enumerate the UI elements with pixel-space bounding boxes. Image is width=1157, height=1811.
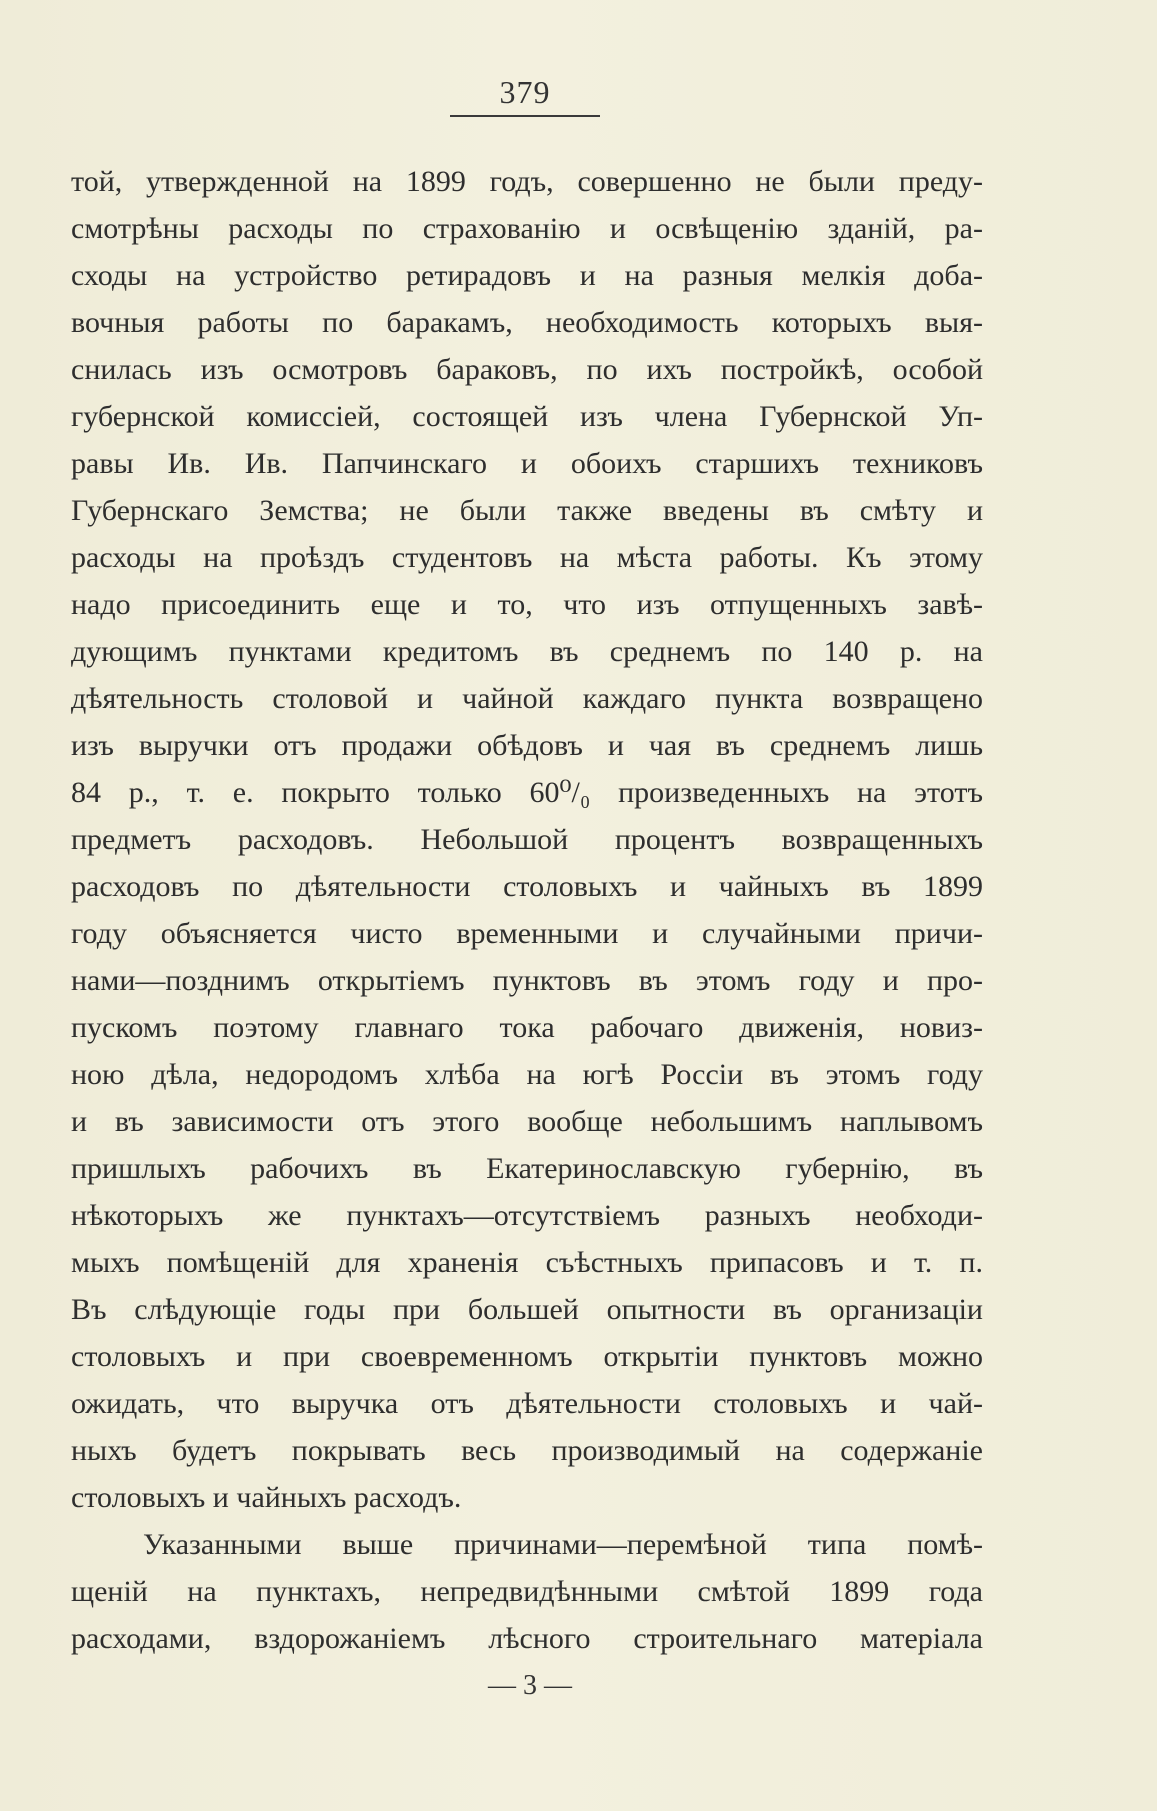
header-rule [450,115,600,117]
text-line: столовыхъ и чайныхъ расходъ. [71,1481,462,1514]
text-line: Указанными выше причинами—перемѣной типа помѣ- [143,1528,983,1561]
text-line: дѣятельность столовой и чайной каждаго пункта возвращено [71,682,983,715]
text-line: мыхъ помѣщеній для храненія съѣстныхъ припасовъ и т. п. [71,1246,983,1279]
text-line: столовыхъ и при своевременномъ открытіи пунктовъ можно [71,1340,983,1373]
text-line: 84 р., т. е. покрыто только 60⁰/₀ произведенныхъ на этотъ [71,776,983,809]
text-line: дующимъ пунктами кредитомъ въ среднемъ по 140 р. на [71,635,983,668]
text-line: расходами, вздорожаніемъ лѣсного строительнаго матеріала [71,1622,983,1655]
text-line: вочныя работы по баракамъ, необходимость которыхъ выя- [71,306,983,339]
text-line: расходовъ по дѣятельности столовыхъ и чайныхъ въ 1899 [71,870,983,903]
text-line: сходы на устройство ретирадовъ и на разныя мелкія доба- [71,259,983,292]
text-line: ныхъ будетъ покрывать весь производимый на содержаніе [71,1434,983,1467]
text-line: Въ слѣдующіе годы при большей опытности въ организаціи [71,1293,983,1326]
text-line: нами—позднимъ открытіемъ пунктовъ въ этомъ году и про- [71,964,983,997]
text-line: той, утвержденной на 1899 годъ, совершенно не были преду- [71,165,983,198]
text-line: и въ зависимости отъ этого вообще небольшимъ наплывомъ [71,1105,983,1138]
text-line: ною дѣла, недородомъ хлѣба на югѣ Россіи въ этомъ году [71,1058,983,1091]
body-text [71,158,983,1662]
text-line: нѣкоторыхъ же пунктахъ—отсутствіемъ разныхъ необходи- [71,1199,983,1232]
text-line: расходы на проѣздъ студентовъ на мѣста работы. Къ этому [71,541,983,574]
page-signature: — 3 — [488,1670,572,1701]
text-line: равы Ив. Ив. Папчинскаго и обоихъ старшихъ техниковъ [71,447,983,480]
text-line: губернской комиссіей, состоящей изъ члена Губернской Уп- [71,400,983,433]
text-line: предметъ расходовъ. Небольшой процентъ возвращенныхъ [71,823,983,856]
text-line: пришлыхъ рабочихъ въ Екатеринославскую губернію, въ [71,1152,983,1185]
text-line: щеній на пунктахъ, непредвидѣнными смѣтой 1899 года [71,1575,983,1608]
text-line: надо присоединить еще и то, что изъ отпущенныхъ завѣ- [71,588,983,621]
text-line: снилась изъ осмотровъ бараковъ, по ихъ постройкѣ, особой [71,353,983,386]
page-number: 379 [499,74,551,110]
text-line: пускомъ поэтому главнаго тока рабочаго движенія, новиз- [71,1011,983,1044]
text-line: смотрѣны расходы по страхованію и освѣщенію зданій, ра- [71,212,983,245]
text-line: году объясняется чисто временными и случайными причи- [71,917,983,950]
text-line: Губернскаго Земства; не были также введены въ смѣту и [71,494,983,527]
text-line: изъ выручки отъ продажи обѣдовъ и чая въ среднемъ лишь [71,729,983,762]
text-line: ожидать, что выручка отъ дѣятельности столовыхъ и чай- [71,1387,983,1420]
